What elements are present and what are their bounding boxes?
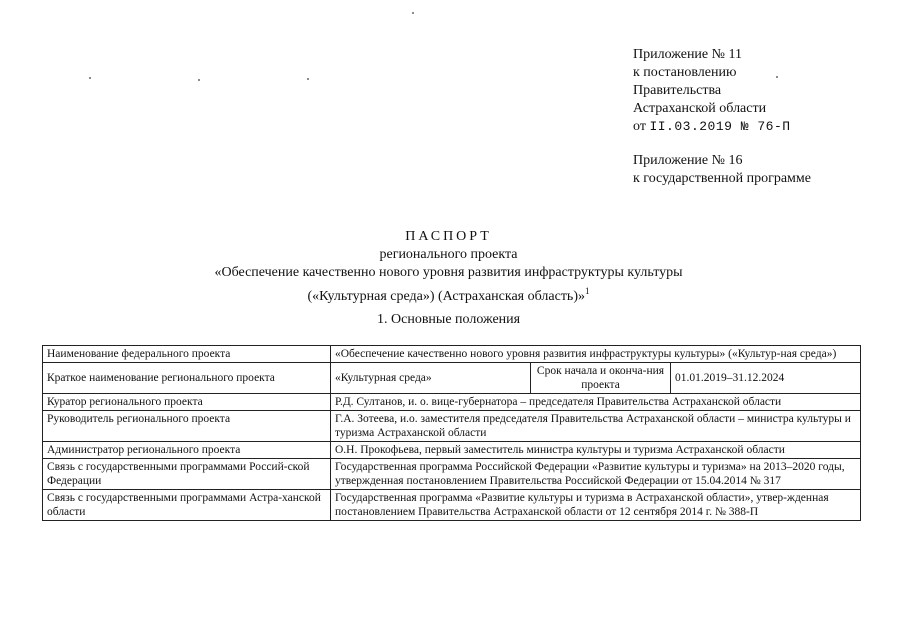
row-value: Государственная программа Российской Федерации «Развитие культуры и туризма» на 2013–2020 годы, утвержденная постановлением Правительства Российской Федерации от 15.04.2014 № 317 xyxy=(331,459,861,490)
section-title: 1. Основные положения xyxy=(377,312,521,327)
table-row xyxy=(43,411,861,442)
appendix-line: Астраханской области xyxy=(633,101,767,116)
row-value: Г.А. Зотеева, и.о. заместителя председателя Правительства Астраханской области – министра культуры и туризма Астраханской области xyxy=(331,411,861,442)
table-row xyxy=(43,442,861,459)
row-value: О.Н. Прокофьева, первый заместитель министра культуры и туризма Астраханской области xyxy=(331,442,861,459)
appendix-line: Приложение № 16 xyxy=(633,153,743,168)
appendix-line: к государственной программе xyxy=(633,171,811,186)
table-row xyxy=(43,394,861,411)
scan-speck xyxy=(198,79,200,81)
title-line-text: («Культурная среда») (Астраханская область)» xyxy=(307,289,585,304)
appendix-line: Приложение № 11 xyxy=(633,47,742,62)
row-label: Связь с государственными программами Россий-ской Федерации xyxy=(43,459,331,490)
row-value: Государственная программа «Развитие культуры и туризма в Астраханской области», утвер-жденная постановлением Правительства Астраханской области от 12 сентября 2014 г. № 388-П xyxy=(331,490,861,521)
row-label: Краткое наименование регионального проекта xyxy=(43,363,331,394)
appendix-line: к постановлению xyxy=(633,65,737,80)
footnote-marker: 1 xyxy=(584,286,590,296)
row-label: Связь с государственными программами Астра-ханской области xyxy=(43,490,331,521)
table-row xyxy=(43,346,861,363)
row-label: Руководитель регионального проекта xyxy=(43,411,331,442)
appendix-line: Правительства xyxy=(633,83,722,98)
date-stamp: II.03.2019 № 76-П xyxy=(649,119,791,134)
row-value: Р.Д. Султанов, и. о. вице-губернатора – председателя Правительства Астраханской области xyxy=(331,394,861,411)
table-row xyxy=(43,363,861,394)
title-line: регионального проекта xyxy=(379,247,518,262)
document-title xyxy=(0,228,901,306)
title-heading: ПАСПОРТ xyxy=(405,229,492,244)
period-value: 01.01.2019–31.12.2024 xyxy=(671,363,861,394)
passport-table xyxy=(42,345,861,521)
scan-speck xyxy=(412,12,414,14)
table-row xyxy=(43,490,861,521)
appendix-date xyxy=(633,118,791,136)
period-label: Срок начала и оконча-ния проекта xyxy=(531,363,671,394)
appendix-main-block xyxy=(633,46,791,136)
row-value: «Культурная среда» xyxy=(331,363,531,394)
appendix-program-block xyxy=(633,152,811,188)
row-label: Куратор регионального проекта xyxy=(43,394,331,411)
row-value: «Обеспечение качественно нового уровня развития инфраструктуры культуры» («Культур-ная среда») xyxy=(331,346,861,363)
date-prefix: от xyxy=(633,119,646,134)
scan-speck xyxy=(307,78,309,80)
row-label: Администратор регионального проекта xyxy=(43,442,331,459)
title-line xyxy=(0,282,901,306)
row-label: Наименование федерального проекта xyxy=(43,346,331,363)
title-line: «Обеспечение качественно нового уровня развития инфраструктуры культуры xyxy=(214,265,683,280)
table-row xyxy=(43,459,861,490)
scan-speck xyxy=(89,77,91,79)
